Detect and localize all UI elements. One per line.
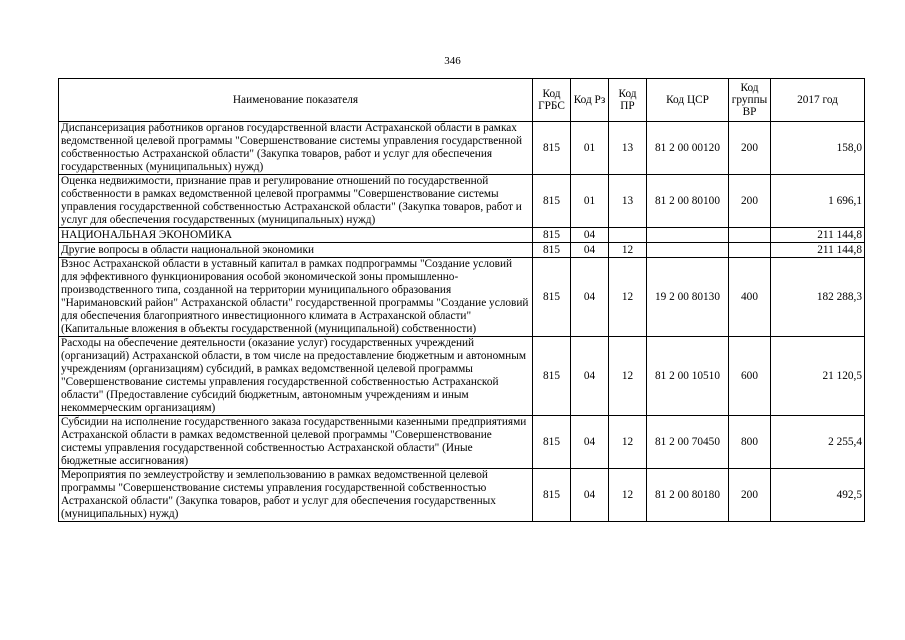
row-rz: 04 [571, 469, 609, 522]
table-row [59, 258, 865, 337]
header-vr: Код группы ВР [729, 79, 771, 122]
table-row [59, 337, 865, 416]
row-rz: 04 [571, 337, 609, 416]
row-vr [729, 228, 771, 243]
table-row [59, 416, 865, 469]
row-grbs: 815 [533, 469, 571, 522]
table-header-row [59, 79, 865, 122]
table-row [59, 469, 865, 522]
row-rz: 04 [571, 243, 609, 258]
row-name: Расходы на обеспечение деятельности (оказание услуг) государственных учреждений (организаций) Астраханской области, в том числе на предоставление бюджетным и автономным учреждениям (организациям) субсидий, в рамках ведомственной целевой программы "Совершенствование системы управления государственной собственностью Астраханской области" (Предоставление субсидий бюджетным, автономным учреждениям и иным некоммерческим организациям) [59, 337, 533, 416]
table-row-subsection [59, 243, 865, 258]
row-grbs: 815 [533, 337, 571, 416]
row-csr [647, 243, 729, 258]
row-name: Взнос Астраханской области в уставный капитал в рамках подпрограммы "Создание условий для эффективного функционирования особой экономической зоны промышленно-производственного типа, созданной на территории муниципального образования "Наримановский район" Астраханской области" государственной программы "Создание условий для обеспечения благоприятного инвестиционного климата в Астраханской области" (Капитальные вложения в объекты государственной (муниципальной) собственности) [59, 258, 533, 337]
row-grbs: 815 [533, 228, 571, 243]
row-amount: 158,0 [771, 122, 865, 175]
header-year: 2017 год [771, 79, 865, 122]
row-grbs: 815 [533, 258, 571, 337]
row-name: Другие вопросы в области национальной экономики [59, 243, 533, 258]
row-name: Оценка недвижимости, признание прав и регулирование отношений по государственной собственности в рамках ведомственной целевой программы "Совершенствование системы управления государственной собственностью Астраханской области" (Закупка товаров, работ и услуг для обеспечения государственных (муниципальных) нужд) [59, 175, 533, 228]
row-csr: 81 2 00 80180 [647, 469, 729, 522]
row-csr: 81 2 00 10510 [647, 337, 729, 416]
row-amount: 1 696,1 [771, 175, 865, 228]
row-csr: 19 2 00 80130 [647, 258, 729, 337]
row-csr: 81 2 00 80100 [647, 175, 729, 228]
table-row [59, 175, 865, 228]
page-number: 346 [444, 55, 461, 67]
row-vr [729, 243, 771, 258]
row-csr [647, 228, 729, 243]
row-vr: 200 [729, 469, 771, 522]
header-rz: Код Рз [571, 79, 609, 122]
row-grbs: 815 [533, 122, 571, 175]
row-rz: 01 [571, 122, 609, 175]
row-pr [609, 228, 647, 243]
table-row [59, 122, 865, 175]
row-rz: 04 [571, 228, 609, 243]
row-rz: 04 [571, 258, 609, 337]
row-name: Мероприятия по землеустройству и землепользованию в рамках ведомственной целевой программы "Совершенствование системы управления государственной собственностью Астраханской области" (Закупка товаров, работ и услуг для обеспечения государственных (муниципальных) нужд) [59, 469, 533, 522]
row-grbs: 815 [533, 416, 571, 469]
row-pr: 13 [609, 122, 647, 175]
row-amount: 492,5 [771, 469, 865, 522]
row-amount: 2 255,4 [771, 416, 865, 469]
row-amount: 211 144,8 [771, 228, 865, 243]
row-amount: 182 288,3 [771, 258, 865, 337]
row-vr: 200 [729, 122, 771, 175]
row-amount: 211 144,8 [771, 243, 865, 258]
row-pr: 12 [609, 469, 647, 522]
row-pr: 12 [609, 243, 647, 258]
row-grbs: 815 [533, 175, 571, 228]
row-rz: 04 [571, 416, 609, 469]
header-name: Наименование показателя [59, 79, 533, 122]
table-row-section [59, 228, 865, 243]
row-grbs: 815 [533, 243, 571, 258]
row-name: НАЦИОНАЛЬНАЯ ЭКОНОМИКА [59, 228, 533, 243]
row-pr: 12 [609, 337, 647, 416]
row-pr: 12 [609, 258, 647, 337]
row-amount: 21 120,5 [771, 337, 865, 416]
row-csr: 81 2 00 00120 [647, 122, 729, 175]
row-pr: 13 [609, 175, 647, 228]
row-vr: 800 [729, 416, 771, 469]
header-pr: Код ПР [609, 79, 647, 122]
budget-table [58, 78, 865, 522]
row-name: Субсидии на исполнение государственного заказа государственными казенными предприятиями Астраханской области в рамках ведомственной целевой программы "Совершенствование системы управления государственной собственностью Астраханской области" (Иные бюджетные ассигнования) [59, 416, 533, 469]
row-vr: 400 [729, 258, 771, 337]
row-csr: 81 2 00 70450 [647, 416, 729, 469]
row-vr: 200 [729, 175, 771, 228]
row-name: Диспансеризация работников органов государственной власти Астраханской области в рамках ведомственной целевой программы "Совершенствование системы управления государственной собственностью Астраханской области" (Закупка товаров, работ и услуг для обеспечения государственных (муниципальных) нужд) [59, 122, 533, 175]
row-rz: 01 [571, 175, 609, 228]
header-grbs: Код ГРБС [533, 79, 571, 122]
header-csr: Код ЦСР [647, 79, 729, 122]
row-vr: 600 [729, 337, 771, 416]
row-pr: 12 [609, 416, 647, 469]
